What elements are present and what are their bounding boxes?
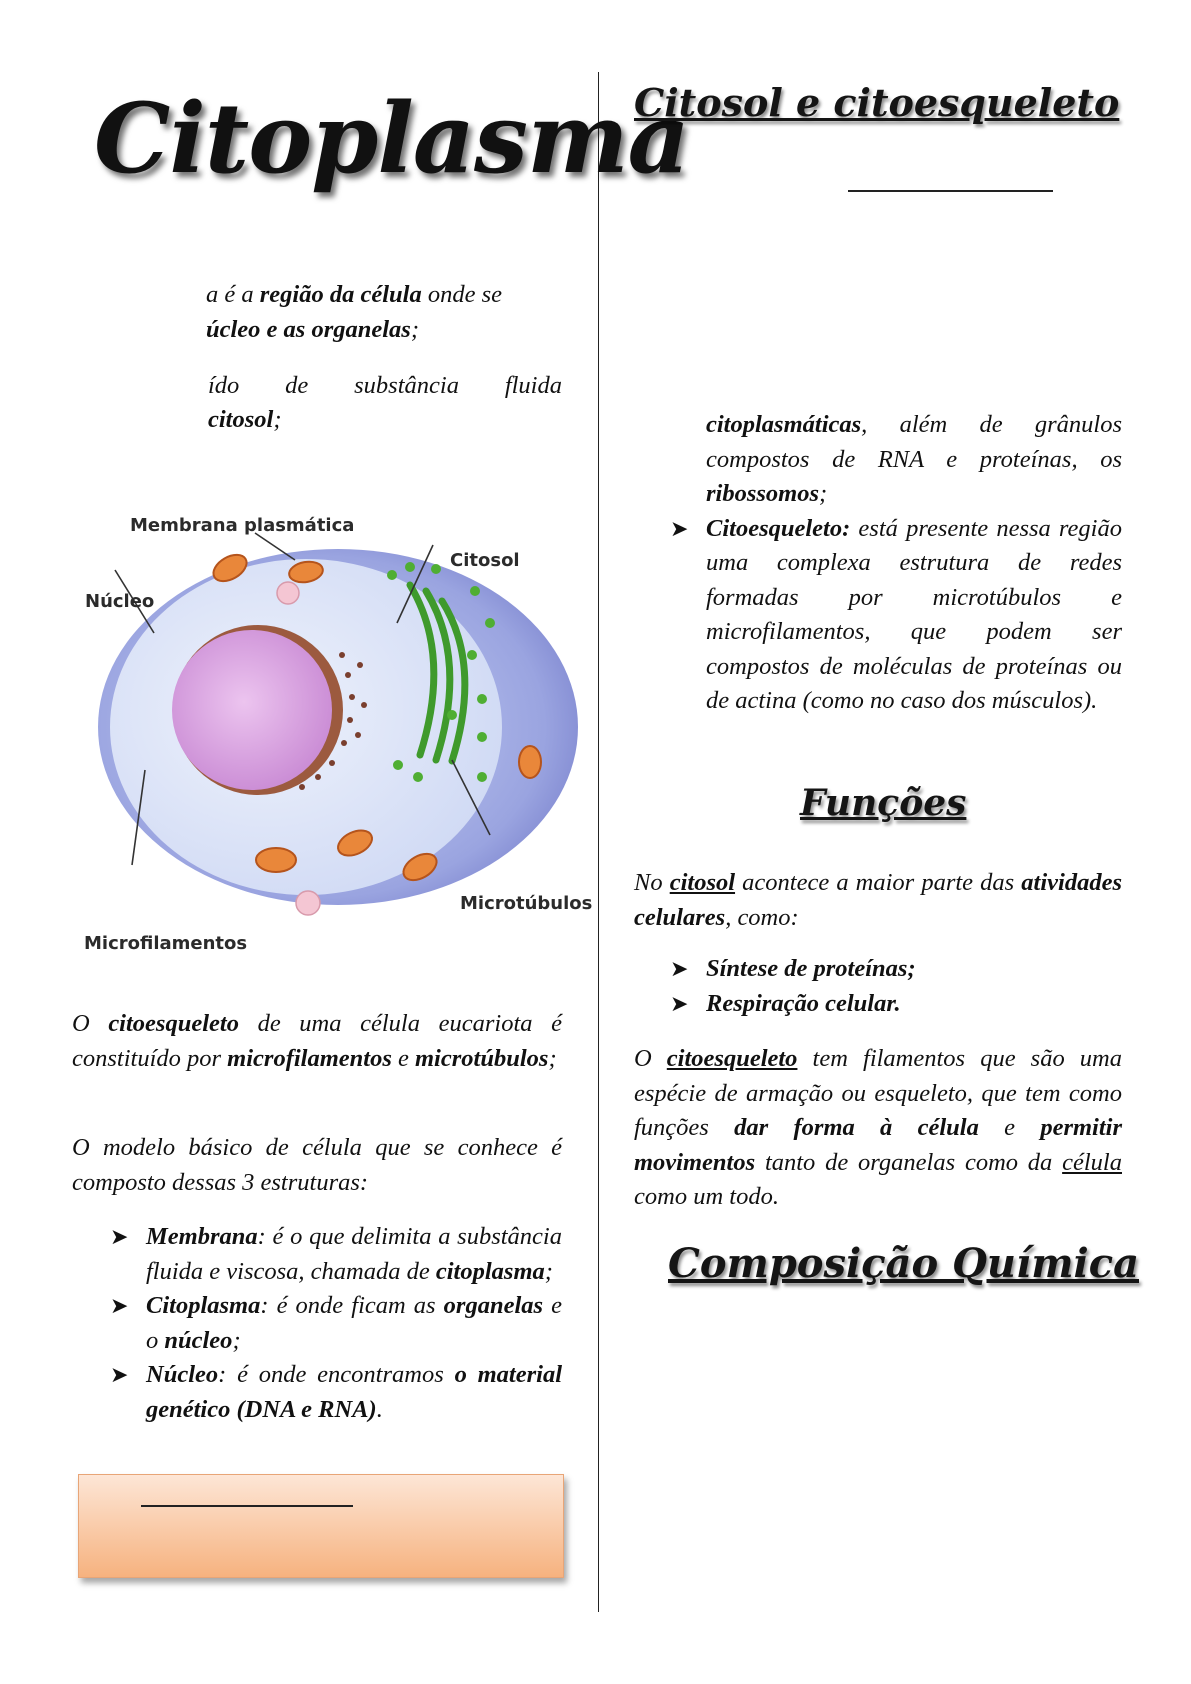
- arrow-bullet-icon: ➤: [670, 956, 689, 981]
- list-item: ➤ Núcleo: é onde encontramos o material genético (DNA e RNA).: [110, 1358, 562, 1427]
- page-title: Citoplasma: [94, 82, 689, 195]
- intro-paragraph-2b: citosol;: [208, 406, 282, 433]
- arrow-bullet-icon: ➤: [670, 990, 689, 1016]
- arrow-bullet-icon: ➤: [110, 1293, 129, 1318]
- list-item: ➤ Respiração celular.: [670, 987, 1122, 1022]
- arrow-bullet-icon: ➤: [670, 515, 689, 541]
- list-item-citoesqueleto: ➤ Citoesqueleto: está presente nessa região uma complexa estrutura de redes formadas por microtúbulos e microfilamentos, que podem ser compostos de moléculas de proteínas ou de actina (como no caso dos músculos).: [670, 512, 1122, 719]
- paragraph-modelo: O modelo básico de célula que se conhece é composto dessas 3 estruturas:: [72, 1134, 562, 1196]
- paragraph-citoplasmaticas: citoplasmáticas, além de grânulos compostos de RNA e proteínas, os ribossomos;: [706, 411, 1122, 507]
- section-title-composicao: Composição Química: [668, 1240, 1139, 1287]
- label-membrane: Membrana plasmática: [130, 515, 355, 536]
- label-nucleus: Núcleo: [85, 591, 155, 612]
- label-microfilaments: Microfilamentos: [84, 933, 248, 954]
- section-title-citosol: Citosol e citoesqueleto: [634, 80, 1120, 125]
- paragraph-citoesqueleto: O citoesqueleto de uma célula eucariota é constituído por microfilamentos e microtúbulos;: [72, 1010, 562, 1072]
- section-title-funcoes: Funções: [800, 782, 967, 824]
- title-rule: [848, 190, 1053, 192]
- list-item: ➤ Membrana: é o que delimita a substância fluida e viscosa, chamada de citoplasma;: [110, 1220, 562, 1289]
- cell-diagram: [80, 505, 600, 960]
- label-microtubules: Microtúbulos: [460, 893, 593, 914]
- right-content: [670, 408, 1122, 719]
- intro-paragraph-1: a é a região da célula onde se úcleo e as organelas;: [206, 281, 503, 343]
- paragraph-citoesqueleto-funcoes: O citoesqueleto tem filamentos que são uma espécie de armação ou esqueleto, que tem como funções dar forma à célula e permitir movimentos tanto de organelas como da célula como um todo.: [634, 1045, 1122, 1210]
- paragraph-funcoes: No citosol acontece a maior parte das atividades celulares, como:: [634, 869, 1122, 931]
- funcoes-list: [670, 952, 1122, 1021]
- list-item: ➤ Citoplasma: é onde ficam as organelas e o núcleo;: [110, 1289, 562, 1358]
- intro-paragraph-2: ído de substância fluida: [208, 372, 562, 399]
- callout-box: [78, 1474, 564, 1578]
- structures-list: [110, 1220, 562, 1427]
- arrow-bullet-icon: ➤: [110, 1362, 129, 1387]
- list-item: ➤ Síntese de proteínas;: [670, 952, 1122, 987]
- label-cytosol: Citosol: [450, 550, 520, 571]
- callout-line: [141, 1505, 353, 1507]
- arrow-bullet-icon: ➤: [110, 1224, 129, 1249]
